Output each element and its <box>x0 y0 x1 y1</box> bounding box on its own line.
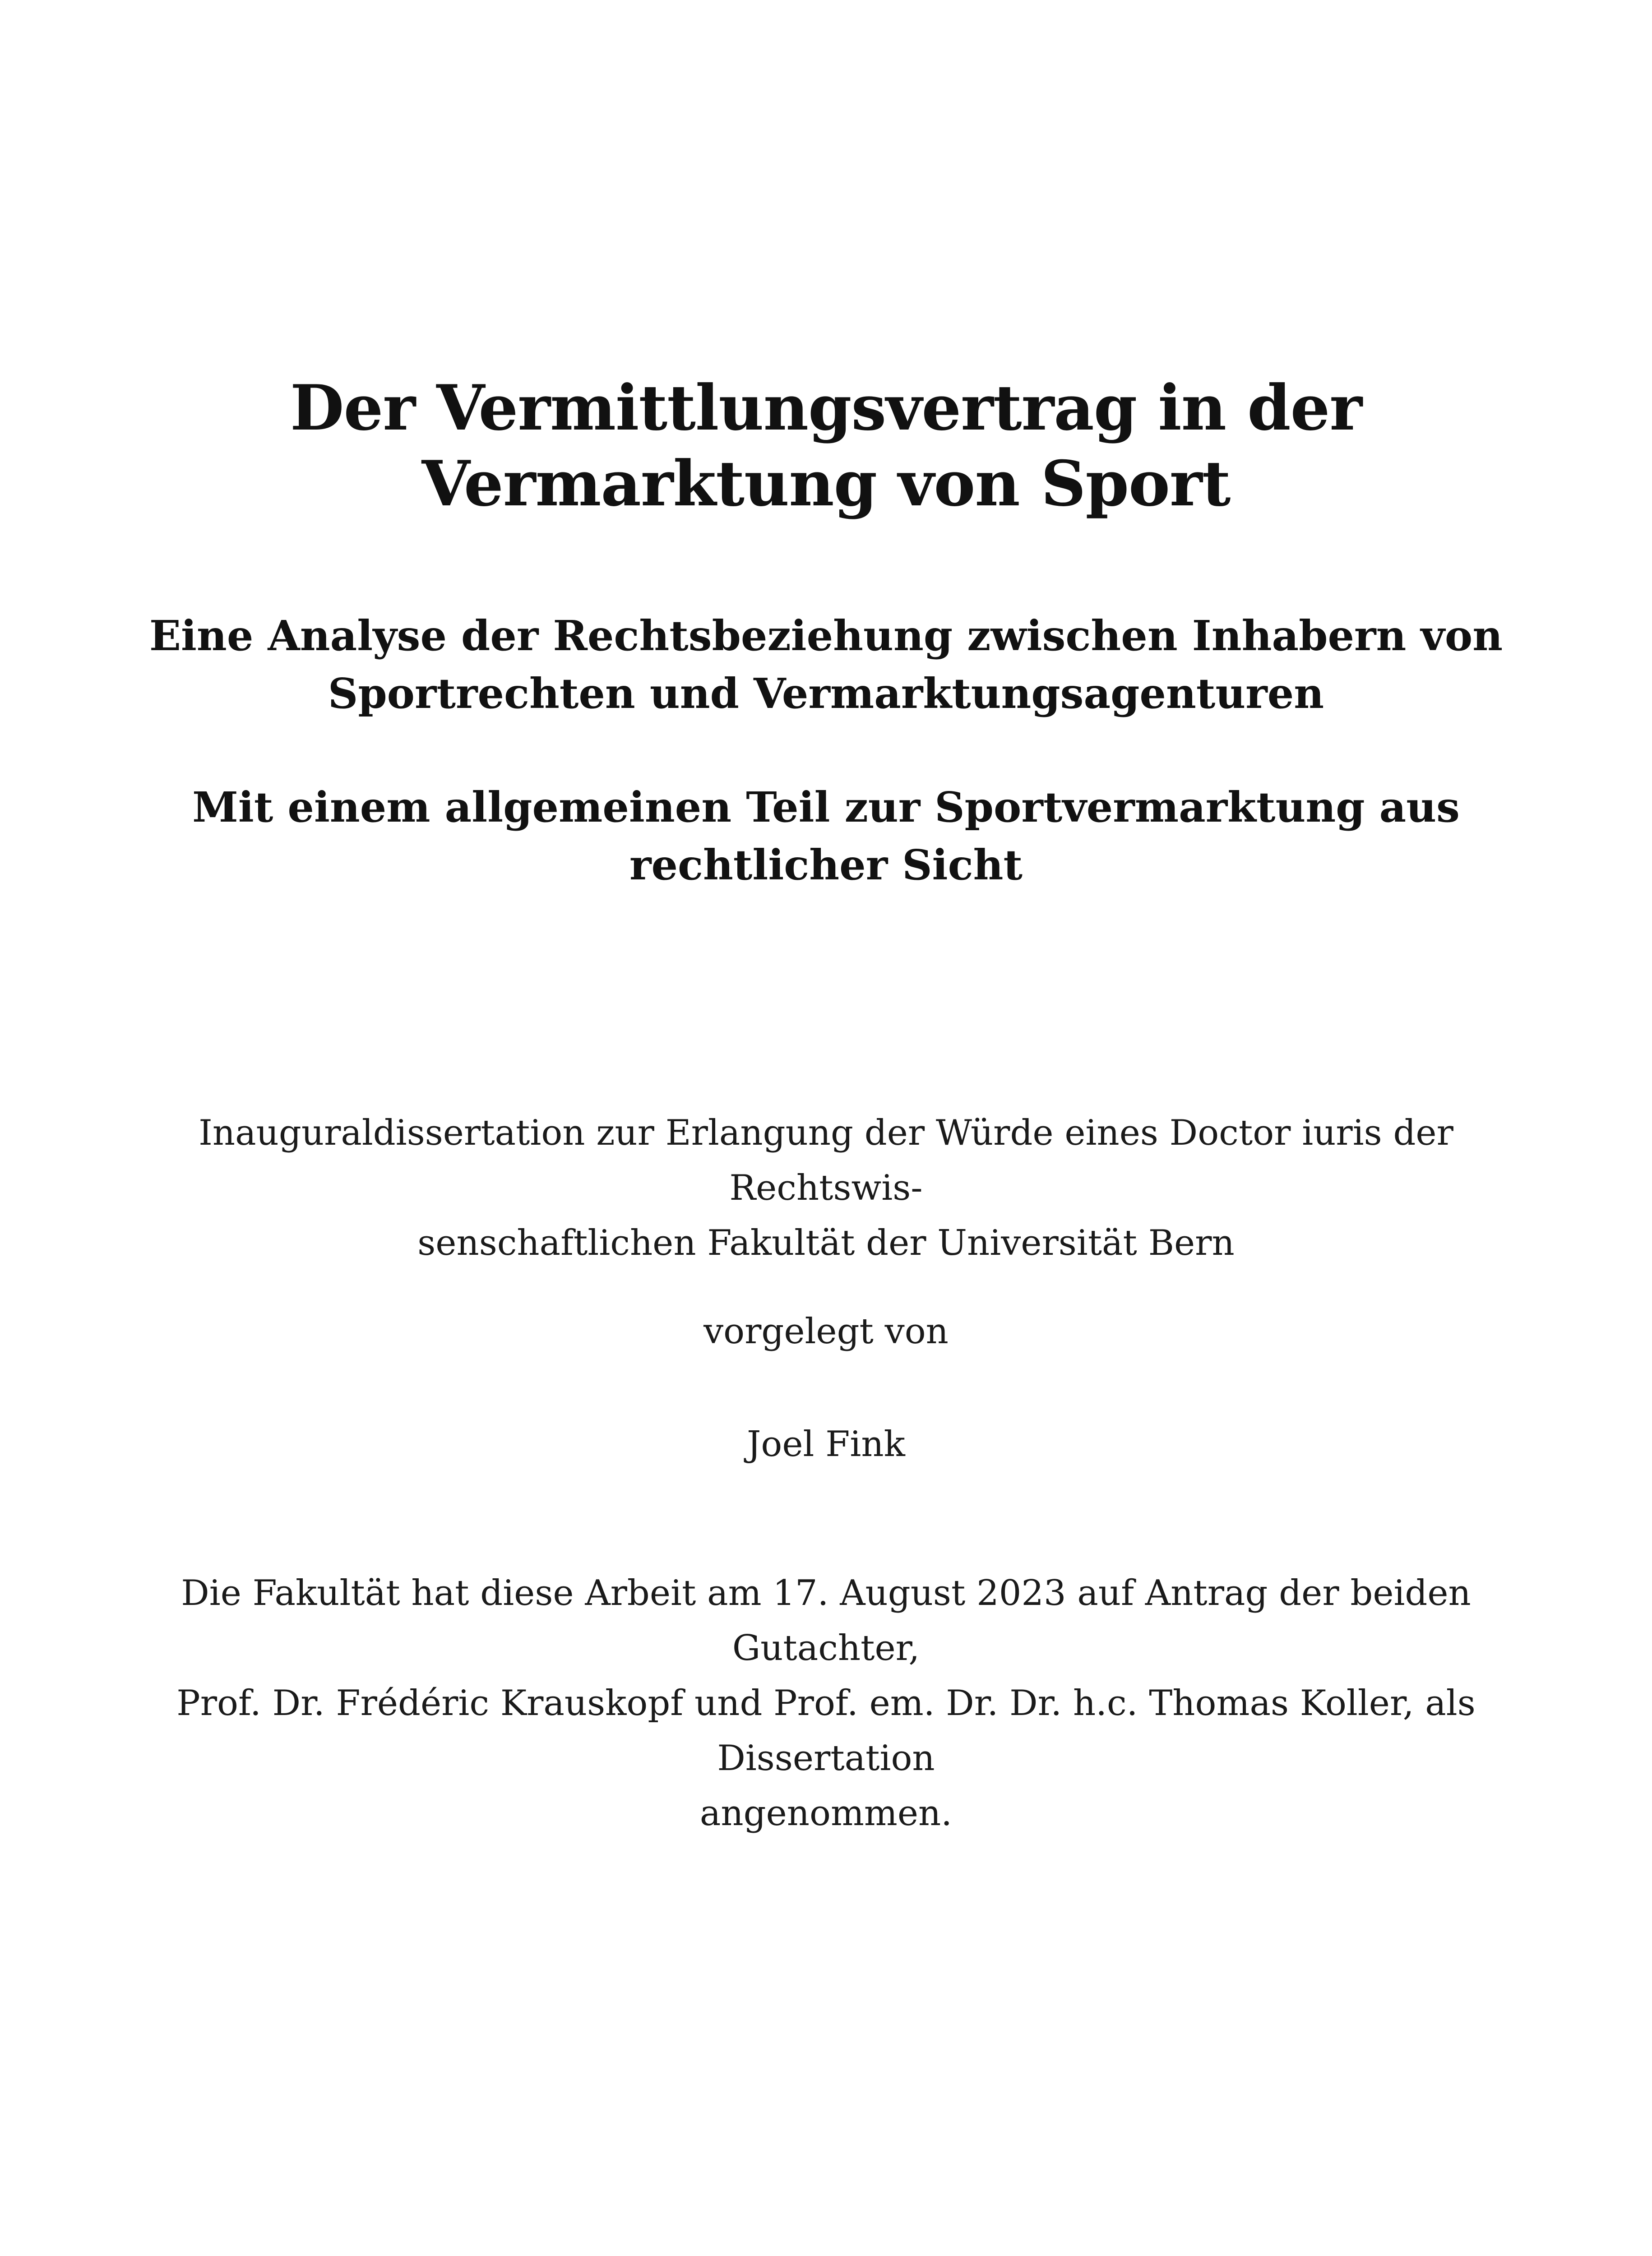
document-title: Der Vermittlungsvertrag in der Vermarktung von Sport <box>290 371 1362 520</box>
submitted-by-label: vorgelegt von <box>703 1311 949 1352</box>
acceptance-line: Die Fakultät hat diese Arbeit am 17. August 2023 auf Antrag der beiden Gutachter, <box>181 1573 1471 1669</box>
acceptance-line: angenommen. <box>699 1793 953 1834</box>
dissertation-line: Inauguraldissertation zur Erlangung der Würde eines Doctor iuris der Rechtswis- <box>199 1113 1453 1208</box>
acceptance-line: Prof. Dr. Frédéric Krauskopf und Prof. em. Dr. Dr. h.c. Thomas Koller, als Dissertation <box>176 1683 1476 1779</box>
document-subtitle-secondary: Mit einem allgemeinen Teil zur Sportvermarktung aus rechtlicher Sicht <box>192 783 1460 889</box>
acceptance-statement <box>135 1566 1517 1841</box>
document-subtitle: Eine Analyse der Rechtsbeziehung zwischen Inhabern von Sportrechten und Vermarktungsagenturen <box>149 611 1503 718</box>
dissertation-line: senschaftlichen Fakultät der Universität Bern <box>417 1223 1235 1263</box>
author-name: Joel Fink <box>747 1424 905 1465</box>
dissertation-statement <box>135 1105 1517 1271</box>
